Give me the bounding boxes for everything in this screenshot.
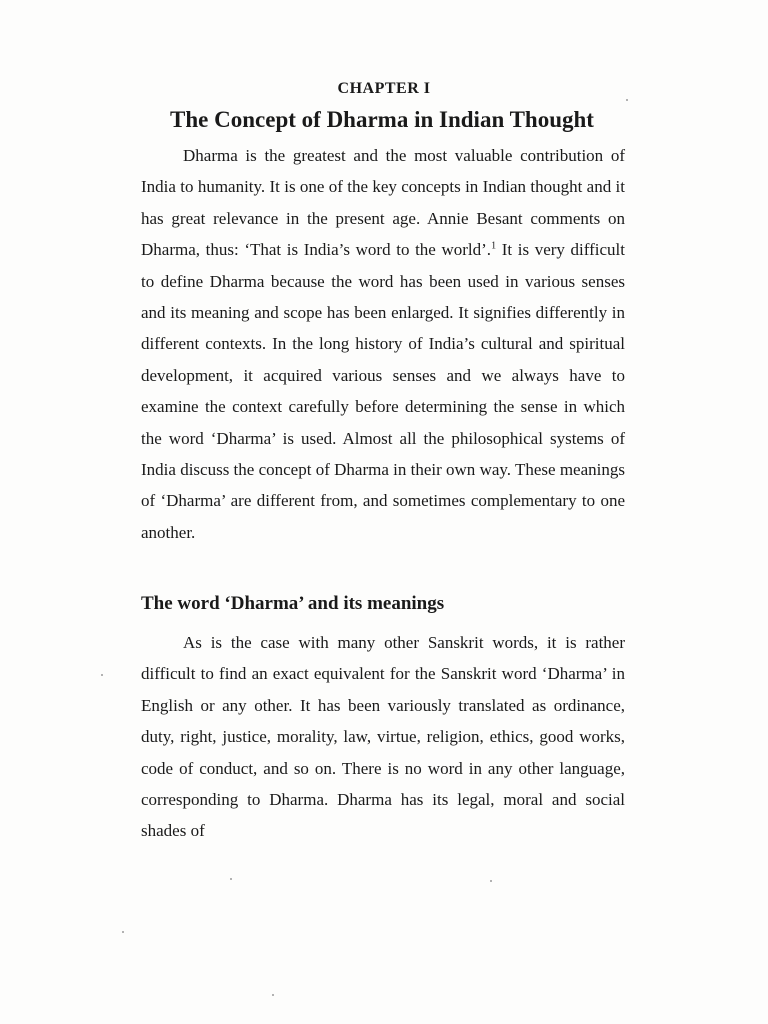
scan-speck xyxy=(230,878,232,880)
intro-paragraph xyxy=(141,140,625,548)
scan-speck xyxy=(272,994,274,996)
chapter-label: CHAPTER I xyxy=(337,80,431,97)
scan-speck xyxy=(626,99,628,101)
meanings-paragraph: As is the case with many other Sanskrit words, it is rather difficult to find an exact equivalent for the Sanskrit word ‘Dharma’ in English or any other. It has been variously translated as ordinance, duty, right, justice, morality, law, virtue, religion, ethics, good works, code of conduct, and so on. There is no word in any other language, corresponding to Dharma. Dharma has its legal, moral and social shades of xyxy=(141,633,625,841)
intro-text-part-1: Dharma is the greatest and the most valuable contribution of India to humanity. It is one of the key concepts in Indian thought and it has great relevance in the present age. Annie Besant comments on Dharma, thus: ‘That is India’s word to the world’. xyxy=(141,146,625,260)
intro-text-part-2: It is very difficult to define Dharma because the word has been used in various senses and its meaning and scope has been enlarged. It signifies differently in different contexts. In the long history of India’s cultural and spiritual development, it acquired various senses and we always have to examine the context carefully before determining the sense in which the word ‘Dharma’ is used. Almost all the philosophical systems of India discuss the concept of Dharma in their own way. These meanings of ‘Dharma’ are different from, and sometimes complementary to one another. xyxy=(141,240,625,542)
chapter-title: The Concept of Dharma in Indian Thought xyxy=(170,107,594,132)
scan-speck xyxy=(101,674,103,676)
scan-speck xyxy=(122,931,124,933)
scan-speck xyxy=(490,880,492,882)
footnote-marker: 1 xyxy=(491,240,497,252)
section-heading: The word ‘Dharma’ and its meanings xyxy=(141,593,445,614)
